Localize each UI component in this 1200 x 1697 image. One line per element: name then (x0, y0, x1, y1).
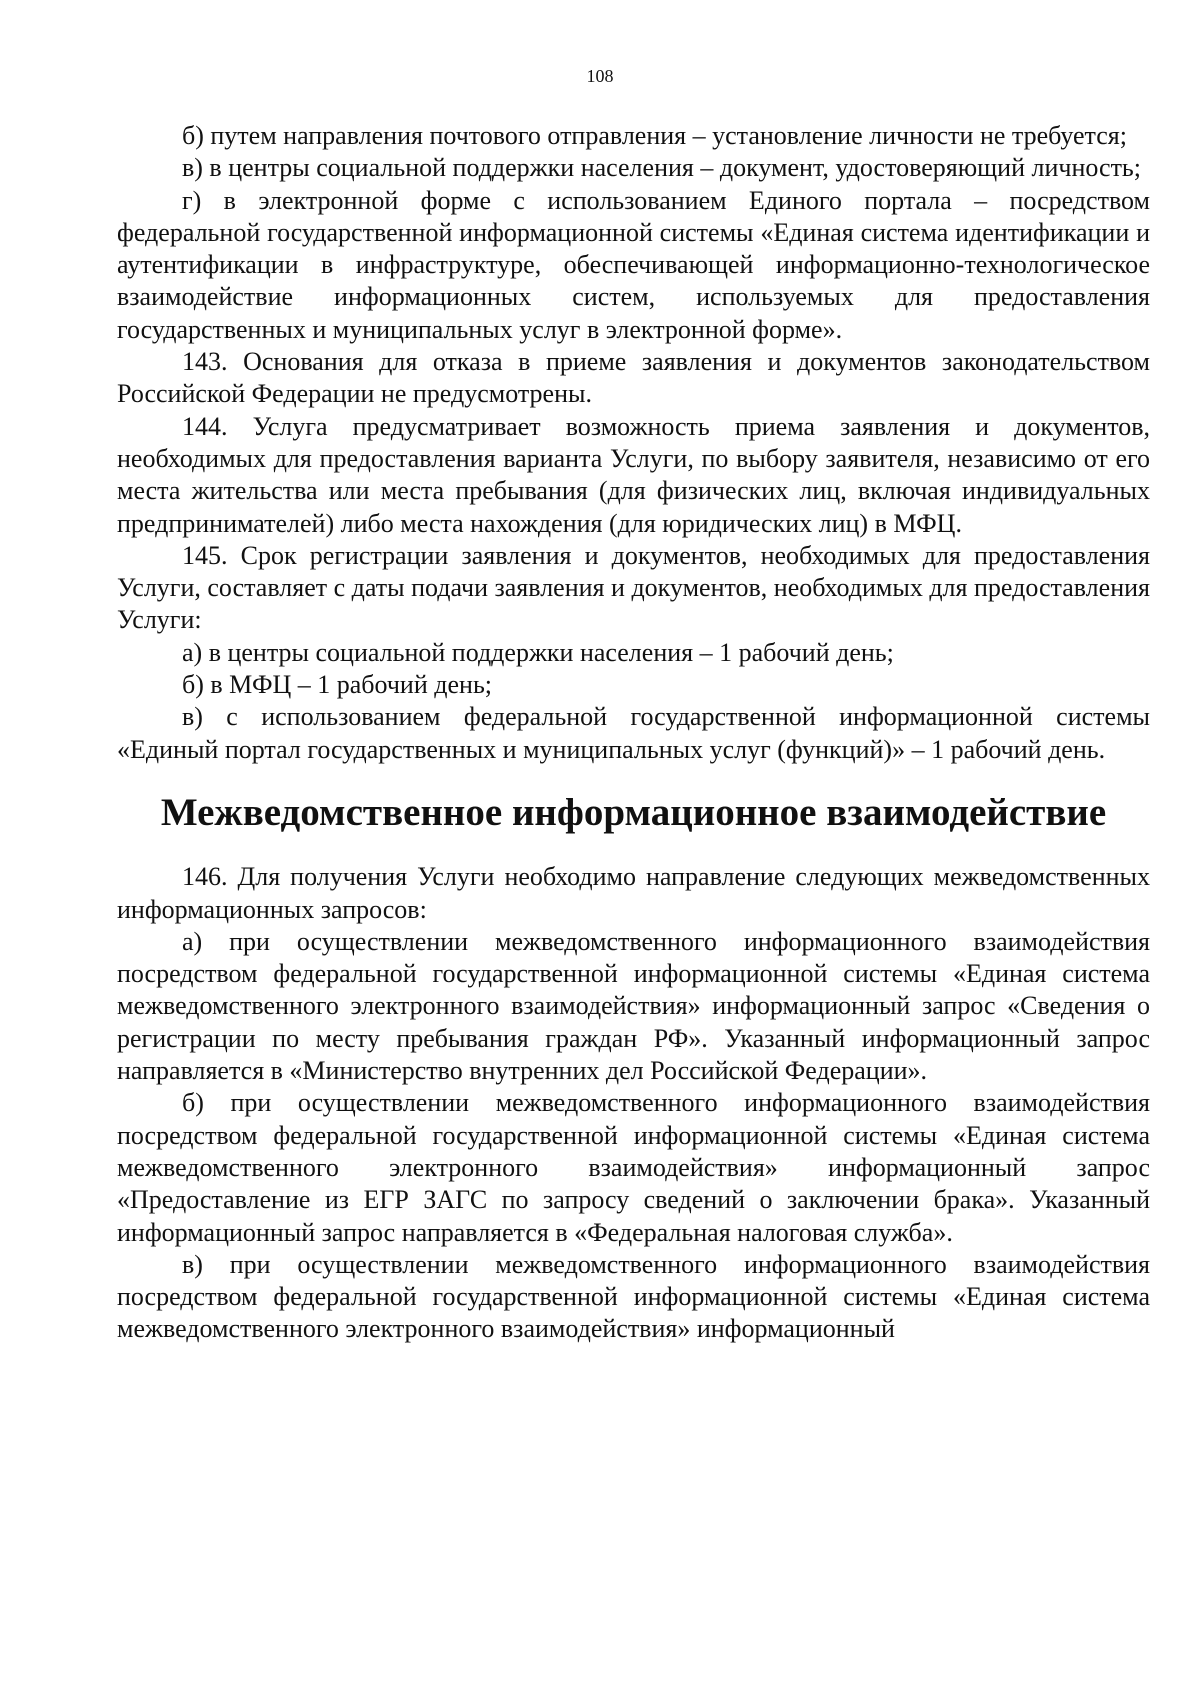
section-heading: Межведомственное информационное взаимодействие (160, 790, 1107, 834)
paragraph-145-b: б) в МФЦ – 1 рабочий день; (182, 670, 493, 700)
paragraph-144: 144. Услуга предусматривает возможность приема заявления и документов, необходимых для предоставления варианта Услуги, по выбору заявителя, независимо от его места жительства или места пребывания (для физических лиц, включая индивидуальных предпринимателей) либо места нахождения (для юридических лиц) в МФЦ. (117, 411, 1150, 538)
paragraph-145-a: а) в центры социальной поддержки населения – 1 рабочий день; (182, 637, 894, 667)
paragraph-145: 145. Срок регистрации заявления и документов, необходимых для предоставления Услуги, составляет с даты подачи заявления и документов, необходимых для предоставления Услуги: (117, 540, 1150, 635)
page-content (117, 120, 1150, 1346)
paragraph-v-social-centers: в) в центры социальной поддержки населения – документ, удостоверяющий личность; (182, 153, 1142, 183)
paragraph-145-v: в) с использованием федеральной государственной информационной системы «Единый портал государственных и муниципальных услуг (функций)» – 1 рабочий день. (117, 702, 1150, 764)
paragraph-143: 143. Основания для отказа в приеме заявления и документов законодательством Российской Федерации не предусмотрены. (117, 347, 1150, 409)
paragraph-146-b: б) при осуществлении межведомственного информационного взаимодействия посредством федеральной государственной информационной системы «Единая система межведомственного электронного взаимодействия» информационный запрос «Предоставление из ЕГР ЗАГС по запросу сведений о заключении брака». Указанный информационный запрос направляется в «Федеральная налоговая служба». (117, 1088, 1150, 1247)
page-number: 108 (586, 66, 614, 86)
paragraph-146-v: в) при осуществлении межведомственного информационного взаимодействия посредством федеральной государственной информационной системы «Единая система межведомственного электронного взаимодействия» информационный (117, 1249, 1150, 1344)
paragraph-146-a: а) при осуществлении межведомственного информационного взаимодействия посредством федеральной государственной информационной системы «Единая система межведомственного электронного взаимодействия» информационный запрос «Сведения о регистрации по месту пребывания граждан РФ». Указанный информационный запрос направляется в «Министерство внутренних дел Российской Федерации». (117, 926, 1150, 1086)
paragraph-b-postal: б) путем направления почтового отправления – установление личности не требуется; (182, 121, 1127, 150)
paragraph-g-electronic: г) в электронной форме с использованием Единого портала – посредством федеральной государственной информационной системы «Единая система идентификации и аутентификации в инфраструктуре, обеспечивающей информационно-технологическое взаимодействие информационных систем, используемых для предоставления государственных и муниципальных услуг в электронной форме». (117, 185, 1150, 344)
paragraph-146: 146. Для получения Услуги необходимо направление следующих межведомственных информационных запросов: (117, 862, 1150, 924)
